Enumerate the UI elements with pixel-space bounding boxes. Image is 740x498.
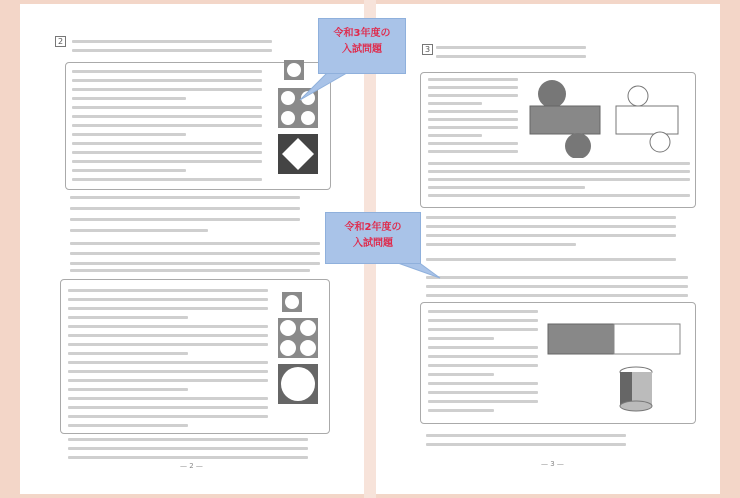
callout-line2: 入試問題 <box>342 44 382 55</box>
question-number: 3 <box>422 44 433 55</box>
page-number: — 3 — <box>541 460 564 468</box>
callout-line2: 入試問題 <box>353 238 393 249</box>
callout-line1: 令和3年度の <box>333 28 391 39</box>
callout-line1: 令和2年度の <box>344 222 402 233</box>
question-number: 2 <box>55 36 66 47</box>
callout-2020-exam <box>325 212 421 264</box>
callout-2021-exam <box>318 18 406 74</box>
page-number: — 2 — <box>180 462 203 470</box>
